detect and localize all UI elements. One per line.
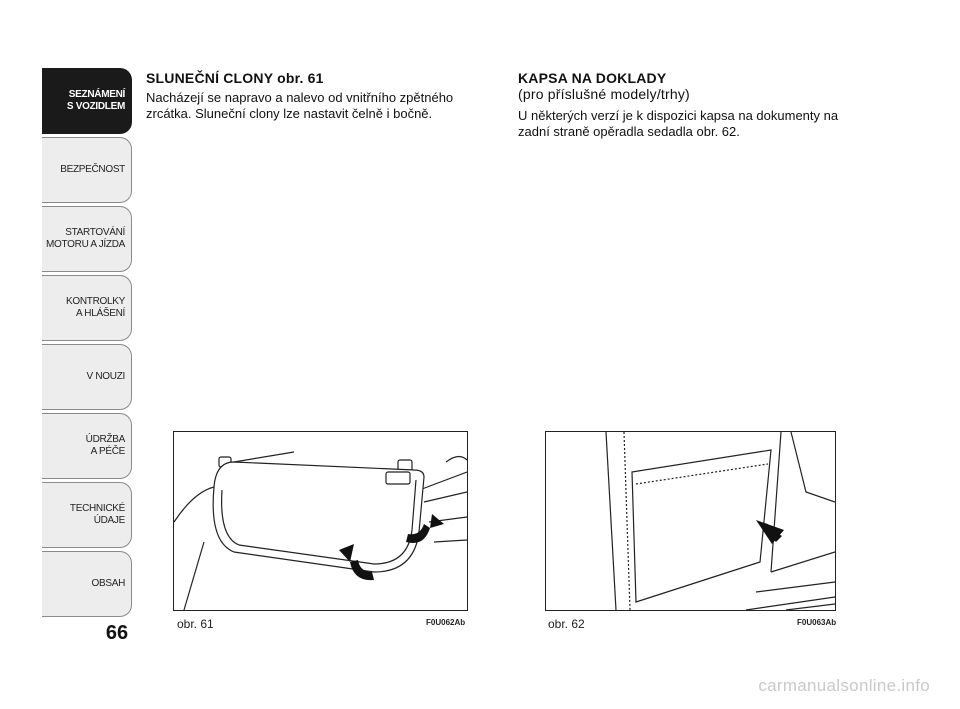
tab-obsah[interactable]: OBSAH: [42, 551, 132, 617]
page-number: 66: [105, 622, 129, 644]
sun-visors-section: [146, 70, 486, 128]
tab-udrzba[interactable]: ÚDRŽBA A PÉČE: [42, 413, 132, 479]
tab-technicke-udaje[interactable]: TECHNICKÉ ÚDAJE: [42, 482, 132, 548]
section-title: KAPSA NA DOKLADY (pro příslušné modely/trhy): [518, 70, 868, 102]
document-pocket-drawing: [546, 432, 835, 610]
figure-62-caption: obr. 62: [548, 617, 585, 631]
figure-61-caption: obr. 61: [177, 617, 214, 631]
document-pocket-illustration: [545, 431, 836, 611]
section-subtitle: (pro příslušné modely/trhy): [518, 86, 690, 102]
tab-kontrolky[interactable]: KONTROLKY A HLÁŠENÍ: [42, 275, 132, 341]
section-title: SLUNEČNÍ CLONY obr. 61: [146, 70, 324, 86]
figure-62-code: F0U063Ab: [797, 618, 837, 627]
watermark: carmanualsonline.info: [758, 676, 930, 695]
tab-startovani-motoru[interactable]: STARTOVÁNÍ MOTORU A JÍZDA: [42, 206, 132, 272]
figure-61-code: F0U062Ab: [426, 618, 466, 627]
document-pocket-section: [518, 70, 868, 146]
tab-bezpecnost[interactable]: BEZPEČNOST: [42, 137, 132, 203]
section-body: U některých verzí je k dispozici kapsa na dokumenty na zadní straně opěradla sedadla obr. 62.: [518, 108, 839, 139]
sun-visor-illustration: [173, 431, 468, 611]
sun-visor-drawing: [174, 432, 467, 610]
tab-v-nouzi[interactable]: V NOUZI: [42, 344, 132, 410]
tab-seznameni-s-vozidlem[interactable]: SEZNÁMENÍ S VOZIDLEM: [42, 68, 132, 134]
section-body: Nacházejí se napravo a nalevo od vnitřního zpětného zrcátka. Sluneční clony lze nastavit čelně i bočně.: [146, 90, 454, 121]
